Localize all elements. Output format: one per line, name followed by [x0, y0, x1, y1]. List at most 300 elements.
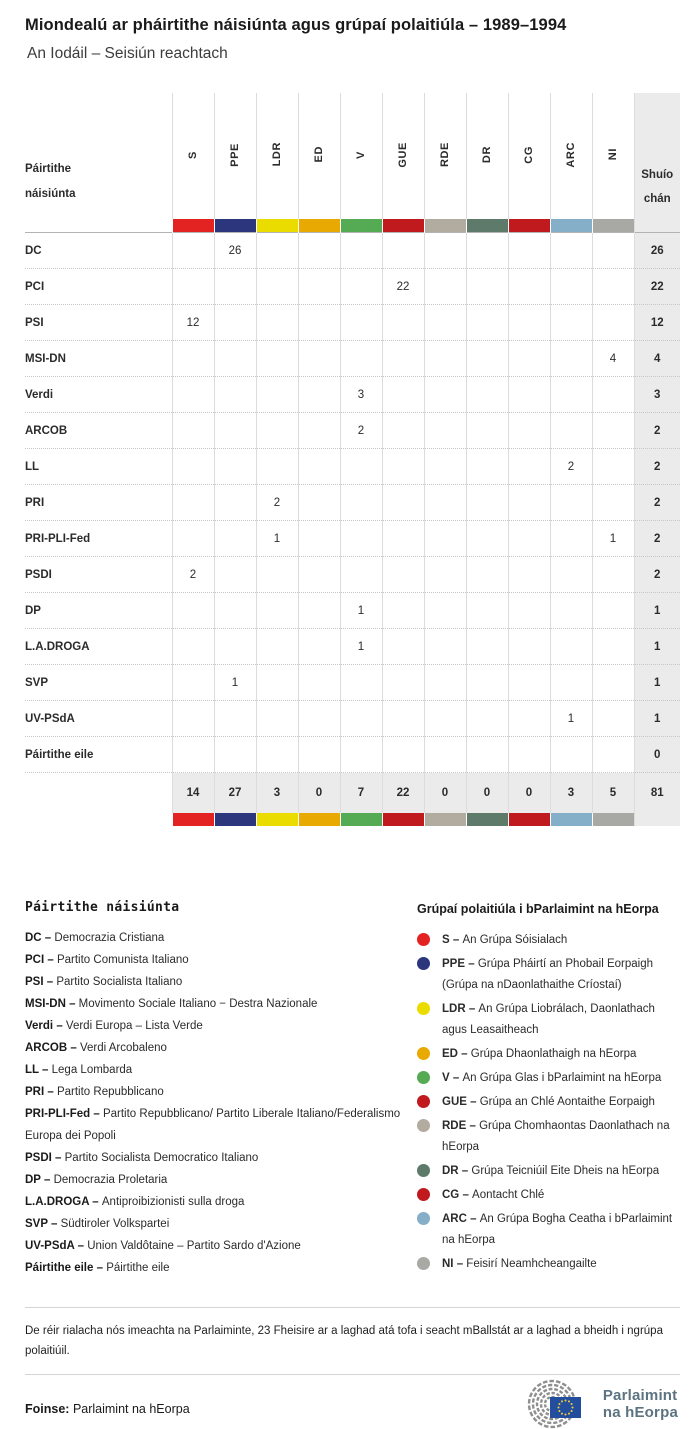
seat-value-cell — [550, 665, 592, 701]
seat-value-cell — [172, 413, 214, 449]
row-total-cell: 3 — [634, 377, 680, 413]
column-total-cell: 3 — [550, 773, 592, 814]
seat-value-cell — [508, 233, 550, 269]
seat-value-cell — [298, 233, 340, 269]
legend-party-item — [25, 949, 417, 971]
seat-value-cell — [214, 377, 256, 413]
seat-value-cell — [508, 413, 550, 449]
party-full-name: Democrazia Proletaria — [53, 1174, 168, 1186]
column-total-cell: 0 — [298, 773, 340, 814]
color-bar-NI — [592, 813, 634, 826]
seat-value-cell — [340, 557, 382, 593]
grand-total-cell: 81 — [634, 773, 680, 814]
seat-value-cell — [382, 305, 424, 341]
color-bar-LDR — [256, 813, 298, 826]
table-row — [25, 377, 680, 413]
seat-value-cell — [466, 449, 508, 485]
legend-party-item — [25, 1081, 417, 1103]
group-abbr: PPE – — [442, 958, 478, 970]
seat-value-cell — [172, 269, 214, 305]
legend-color-dot-icon — [417, 1119, 430, 1132]
group-abbr: ED – — [442, 1048, 471, 1060]
legend-group-item — [417, 1254, 680, 1275]
seat-value-cell: 12 — [172, 305, 214, 341]
seat-value-cell: 2 — [550, 449, 592, 485]
row-total-cell: 1 — [634, 593, 680, 629]
seat-value-cell — [298, 413, 340, 449]
seat-value-cell — [592, 629, 634, 665]
seat-value-cell — [298, 629, 340, 665]
table-row — [25, 557, 680, 593]
seat-value-cell: 1 — [214, 665, 256, 701]
seat-value-cell — [466, 233, 508, 269]
group-full-name: An Grúpa Sóisialach — [462, 934, 568, 946]
seat-value-cell — [550, 593, 592, 629]
legend-political-groups — [417, 900, 680, 1279]
seat-value-cell — [172, 521, 214, 557]
legend-national-parties — [25, 900, 417, 1279]
row-total-cell: 1 — [634, 701, 680, 737]
group-text — [442, 1185, 544, 1206]
column-total-cell: 0 — [424, 773, 466, 814]
seat-value-cell — [508, 341, 550, 377]
legend-party-item — [25, 1191, 417, 1213]
legend-party-item — [25, 1213, 417, 1235]
divider — [25, 1307, 680, 1308]
divider — [25, 1374, 680, 1375]
seat-value-cell — [256, 233, 298, 269]
seat-value-cell — [508, 377, 550, 413]
group-full-name: Grúpa Teicniúil Eite Dheis na hEorpa — [471, 1165, 660, 1177]
legend-group-item — [417, 1209, 680, 1251]
seat-value-cell — [424, 269, 466, 305]
group-full-name: Grúpa Chomhaontas Daonlathach na hEorpa — [442, 1120, 670, 1153]
seat-value-cell — [256, 269, 298, 305]
seat-value-cell — [550, 233, 592, 269]
column-header-DR — [466, 93, 508, 219]
legend-group-item — [417, 1185, 680, 1206]
seat-value-cell — [424, 557, 466, 593]
seat-value-cell — [508, 665, 550, 701]
legend-party-item — [25, 1235, 417, 1257]
row-total-cell: 1 — [634, 629, 680, 665]
legend-party-item — [25, 1257, 417, 1279]
party-name-cell: PRI — [25, 485, 172, 521]
seat-value-cell — [298, 701, 340, 737]
seat-value-cell — [256, 341, 298, 377]
party-full-name: Verdi Arcobaleno — [79, 1042, 167, 1054]
column-total-cell: 7 — [340, 773, 382, 814]
group-abbr: ARC – — [442, 1213, 480, 1225]
seat-value-cell — [298, 305, 340, 341]
group-abbr: S – — [442, 934, 463, 946]
legend-color-dot-icon — [417, 957, 430, 970]
column-label: DR — [481, 145, 493, 164]
seat-value-cell — [382, 521, 424, 557]
seat-value-cell — [340, 233, 382, 269]
column-header-CG — [508, 93, 550, 219]
seat-value-cell — [424, 413, 466, 449]
seat-value-cell — [382, 449, 424, 485]
seat-value-cell — [256, 557, 298, 593]
group-full-name: Grúpa Pháirtí an Phobail Eorpaigh (Grúpa na nDaonlathaithe Críostaí) — [442, 958, 653, 991]
legend-party-item — [25, 971, 417, 993]
seat-value-cell — [172, 377, 214, 413]
column-header-RDE — [424, 93, 466, 219]
page-title: Miondealú ar pháirtithe náisiúnta agus grúpaí polaitiúla – 1989–1994 — [25, 16, 567, 34]
row-total-cell: 0 — [634, 737, 680, 773]
seat-value-cell — [382, 341, 424, 377]
color-bar-row — [25, 813, 680, 826]
table-row — [25, 449, 680, 485]
color-bar-CG — [508, 813, 550, 826]
seat-value-cell — [256, 701, 298, 737]
page-subtitle: An Iodáil – Seisiún reachtach — [27, 45, 228, 62]
color-bar-DR — [466, 219, 508, 233]
column-total-cell: 27 — [214, 773, 256, 814]
seat-value-cell — [424, 521, 466, 557]
group-text — [442, 954, 680, 996]
seat-value-cell — [550, 377, 592, 413]
column-label: ED — [313, 146, 325, 163]
party-abbr: LL – — [25, 1064, 52, 1076]
seat-value-cell — [592, 701, 634, 737]
seat-value-cell — [424, 665, 466, 701]
seat-value-cell — [340, 305, 382, 341]
seat-value-cell — [214, 269, 256, 305]
group-abbr: CG – — [442, 1189, 473, 1201]
group-abbr: GUE – — [442, 1096, 480, 1108]
row-total-cell: 4 — [634, 341, 680, 377]
group-full-name: Aontacht Chlé — [472, 1189, 545, 1201]
color-bar-ED — [298, 219, 340, 233]
seat-value-cell — [382, 701, 424, 737]
party-abbr: DP – — [25, 1174, 54, 1186]
seat-value-cell — [340, 665, 382, 701]
column-total-cell: 3 — [256, 773, 298, 814]
seat-value-cell — [214, 413, 256, 449]
seat-value-cell: 1 — [340, 629, 382, 665]
table-row — [25, 485, 680, 521]
seat-value-cell — [172, 665, 214, 701]
group-full-name: Grúpa an Chlé Aontaithe Eorpaigh — [479, 1096, 655, 1108]
legend-color-dot-icon — [417, 1257, 430, 1270]
legend-group-item — [417, 1161, 680, 1182]
color-bar-GUE — [382, 219, 424, 233]
seat-value-cell — [550, 485, 592, 521]
seat-value-cell — [508, 701, 550, 737]
seat-value-cell — [256, 305, 298, 341]
party-full-name: Páirtithe eile — [106, 1262, 170, 1274]
table-row — [25, 305, 680, 341]
party-abbr: DC – — [25, 932, 55, 944]
row-total-cell: 2 — [634, 485, 680, 521]
seat-value-cell — [508, 593, 550, 629]
color-bar-S — [172, 219, 214, 233]
column-header-LDR — [256, 93, 298, 219]
seat-value-cell — [298, 269, 340, 305]
column-total-cell: 22 — [382, 773, 424, 814]
column-label: GUE — [397, 141, 409, 168]
seat-value-cell — [592, 377, 634, 413]
table-row — [25, 665, 680, 701]
seat-value-cell — [340, 521, 382, 557]
legend-color-dot-icon — [417, 933, 430, 946]
seat-value-cell — [550, 341, 592, 377]
seat-value-cell — [214, 737, 256, 773]
party-name-cell: PCI — [25, 269, 172, 305]
party-full-name: Partito Socialista Democratico Italiano — [64, 1152, 259, 1164]
color-bar-V — [340, 219, 382, 233]
seat-value-cell — [424, 701, 466, 737]
legend-color-dot-icon — [417, 1002, 430, 1015]
seat-value-cell — [466, 377, 508, 413]
color-bar-V — [340, 813, 382, 826]
table-row — [25, 629, 680, 665]
color-bar-row — [25, 219, 680, 233]
seat-value-cell — [256, 377, 298, 413]
seat-value-cell — [466, 557, 508, 593]
seat-value-cell — [298, 341, 340, 377]
party-name-cell: UV-PSdA — [25, 701, 172, 737]
seat-value-cell — [550, 521, 592, 557]
seat-value-cell — [550, 629, 592, 665]
party-name-cell: PSI — [25, 305, 172, 341]
seat-value-cell — [508, 449, 550, 485]
party-abbr: L.A.DROGA – — [25, 1196, 102, 1208]
seat-value-cell — [382, 665, 424, 701]
seat-value-cell: 1 — [592, 521, 634, 557]
seat-value-cell — [466, 701, 508, 737]
row-total-cell: 2 — [634, 521, 680, 557]
seat-value-cell — [256, 737, 298, 773]
seat-value-cell — [592, 593, 634, 629]
column-header-NI — [592, 93, 634, 219]
seat-value-cell — [382, 593, 424, 629]
party-full-name: Lega Lombarda — [51, 1064, 133, 1076]
party-name-cell: DP — [25, 593, 172, 629]
seat-value-cell — [256, 413, 298, 449]
seat-value-cell — [424, 449, 466, 485]
seat-value-cell — [508, 737, 550, 773]
party-abbr: PSDI – — [25, 1152, 65, 1164]
seat-value-cell — [256, 593, 298, 629]
color-bar-RDE — [424, 219, 466, 233]
seat-value-cell — [382, 557, 424, 593]
seat-value-cell — [466, 485, 508, 521]
group-abbr: RDE – — [442, 1120, 480, 1132]
seat-value-cell — [592, 665, 634, 701]
color-bar-PPE — [214, 813, 256, 826]
legend-party-item — [25, 1015, 417, 1037]
seat-value-cell — [298, 485, 340, 521]
seat-value-cell — [214, 449, 256, 485]
seat-value-cell: 2 — [256, 485, 298, 521]
seat-value-cell — [466, 737, 508, 773]
table-row — [25, 413, 680, 449]
row-total-cell: 1 — [634, 665, 680, 701]
legend-group-item — [417, 1116, 680, 1158]
color-bar-CG — [508, 219, 550, 233]
seat-value-cell — [172, 485, 214, 521]
seat-value-cell — [298, 449, 340, 485]
row-total-cell: 2 — [634, 557, 680, 593]
footer — [25, 1379, 680, 1429]
legend-color-dot-icon — [417, 1164, 430, 1177]
seat-value-cell — [340, 449, 382, 485]
column-header-S — [172, 93, 214, 219]
color-bar-GUE — [382, 813, 424, 826]
column-total-cell: 0 — [508, 773, 550, 814]
seat-value-cell — [340, 737, 382, 773]
table-row — [25, 341, 680, 377]
seat-value-cell — [424, 341, 466, 377]
seat-value-cell — [550, 269, 592, 305]
seat-value-cell — [592, 485, 634, 521]
color-bar-DR — [466, 813, 508, 826]
color-bar-NI — [592, 219, 634, 233]
group-text — [442, 1068, 661, 1089]
legend-party-item — [25, 1103, 417, 1147]
column-header-ARC — [550, 93, 592, 219]
legend-group-item — [417, 1044, 680, 1065]
group-text — [442, 1161, 659, 1182]
seat-value-cell: 1 — [340, 593, 382, 629]
seat-value-cell — [298, 737, 340, 773]
seat-value-cell: 1 — [256, 521, 298, 557]
seat-value-cell — [214, 629, 256, 665]
seat-value-cell — [172, 593, 214, 629]
group-abbr: DR – — [442, 1165, 472, 1177]
seat-value-cell — [466, 593, 508, 629]
seat-value-cell — [382, 377, 424, 413]
legend-color-dot-icon — [417, 1212, 430, 1225]
column-label: CG — [523, 145, 535, 164]
party-name-cell: PSDI — [25, 557, 172, 593]
column-total-cell: 14 — [172, 773, 214, 814]
seat-value-cell — [382, 485, 424, 521]
party-name-cell: PRI-PLI-Fed — [25, 521, 172, 557]
group-text — [442, 1209, 680, 1251]
logo-wordmark: Parlaimint na hEorpa — [602, 1387, 678, 1421]
group-full-name: An Grúpa Glas i bParlaimint na hEorpa — [462, 1072, 662, 1084]
legend-group-item — [417, 1068, 680, 1089]
legend-party-item — [25, 993, 417, 1015]
seat-value-cell — [256, 629, 298, 665]
seat-value-cell — [466, 665, 508, 701]
seat-value-cell — [550, 557, 592, 593]
group-text — [442, 1254, 597, 1275]
column-label: NI — [607, 148, 619, 161]
column-total-cell: 0 — [466, 773, 508, 814]
seat-value-cell: 22 — [382, 269, 424, 305]
color-bar-ARC — [550, 219, 592, 233]
seat-value-cell — [508, 557, 550, 593]
seat-value-cell — [592, 557, 634, 593]
column-label: S — [187, 151, 199, 159]
party-full-name: Movimento Sociale Italiano − Destra Nazionale — [78, 998, 318, 1010]
party-abbr: UV-PSdA – — [25, 1240, 88, 1252]
party-full-name: Antiproibizionisti sulla droga — [101, 1196, 245, 1208]
column-label: LDR — [271, 142, 283, 167]
group-full-name: Feisirí Neamhcheangailte — [466, 1258, 597, 1270]
seat-value-cell — [466, 269, 508, 305]
seat-value-cell — [550, 305, 592, 341]
party-name-cell: DC — [25, 233, 172, 269]
party-abbr: PCI – — [25, 954, 57, 966]
seat-value-cell — [424, 305, 466, 341]
row-total-cell: 2 — [634, 413, 680, 449]
legend-color-dot-icon — [417, 1071, 430, 1084]
seat-value-cell — [298, 593, 340, 629]
party-abbr: PRI – — [25, 1086, 57, 1098]
legend-party-item — [25, 1169, 417, 1191]
group-text — [442, 1116, 680, 1158]
seat-value-cell — [298, 377, 340, 413]
seat-value-cell — [592, 305, 634, 341]
column-header-ED — [298, 93, 340, 219]
column-label: ARC — [565, 141, 577, 168]
seat-value-cell: 26 — [214, 233, 256, 269]
party-abbr: Verdi – — [25, 1020, 66, 1032]
row-total-cell: 12 — [634, 305, 680, 341]
seat-value-cell — [424, 629, 466, 665]
seat-value-cell — [592, 233, 634, 269]
seat-value-cell — [340, 269, 382, 305]
row-header: Páirtithe náisiúnta — [25, 163, 76, 200]
legend-color-dot-icon — [417, 1188, 430, 1201]
legend-groups-heading: Grúpaí polaitiúla i bParlaimint na hEorpa — [417, 902, 659, 916]
seat-value-cell: 2 — [172, 557, 214, 593]
row-total-cell: 22 — [634, 269, 680, 305]
seat-value-cell — [424, 737, 466, 773]
seat-value-cell — [214, 593, 256, 629]
party-abbr: ARCOB – — [25, 1042, 80, 1054]
seat-value-cell — [592, 449, 634, 485]
group-full-name: Grúpa Dhaonlathaigh na hEorpa — [470, 1048, 637, 1060]
seat-value-cell — [214, 341, 256, 377]
seat-value-cell — [466, 341, 508, 377]
legend-group-item — [417, 930, 680, 951]
party-abbr: Páirtithe eile – — [25, 1262, 107, 1274]
party-abbr: SVP – — [25, 1218, 61, 1230]
party-full-name: Union Valdôtaine – Partito Sardo d'Azione — [87, 1240, 301, 1252]
party-name-cell: L.A.DROGA — [25, 629, 172, 665]
seat-value-cell — [508, 269, 550, 305]
seat-value-cell — [592, 737, 634, 773]
column-label: RDE — [439, 141, 451, 168]
party-name-cell: LL — [25, 449, 172, 485]
seat-value-cell — [214, 305, 256, 341]
party-name-cell: SVP — [25, 665, 172, 701]
seat-value-cell — [382, 737, 424, 773]
row-total-cell: 26 — [634, 233, 680, 269]
party-abbr: PRI-PLI-Fed – — [25, 1108, 103, 1120]
party-abbr: MSI-DN – — [25, 998, 79, 1010]
party-abbr: PSI – — [25, 976, 57, 988]
legend-party-item — [25, 927, 417, 949]
column-header-PPE — [214, 93, 256, 219]
legend-party-item — [25, 1059, 417, 1081]
seat-value-cell — [508, 629, 550, 665]
seat-value-cell: 3 — [340, 377, 382, 413]
source-text — [25, 1402, 190, 1416]
row-total-cell: 2 — [634, 449, 680, 485]
seat-value-cell — [508, 521, 550, 557]
group-text — [442, 1092, 655, 1113]
party-full-name: Partito Repubblicano/ Partito Liberale Italiano/Federalismo Europa dei Popoli — [25, 1108, 401, 1142]
color-bar-ARC — [550, 813, 592, 826]
